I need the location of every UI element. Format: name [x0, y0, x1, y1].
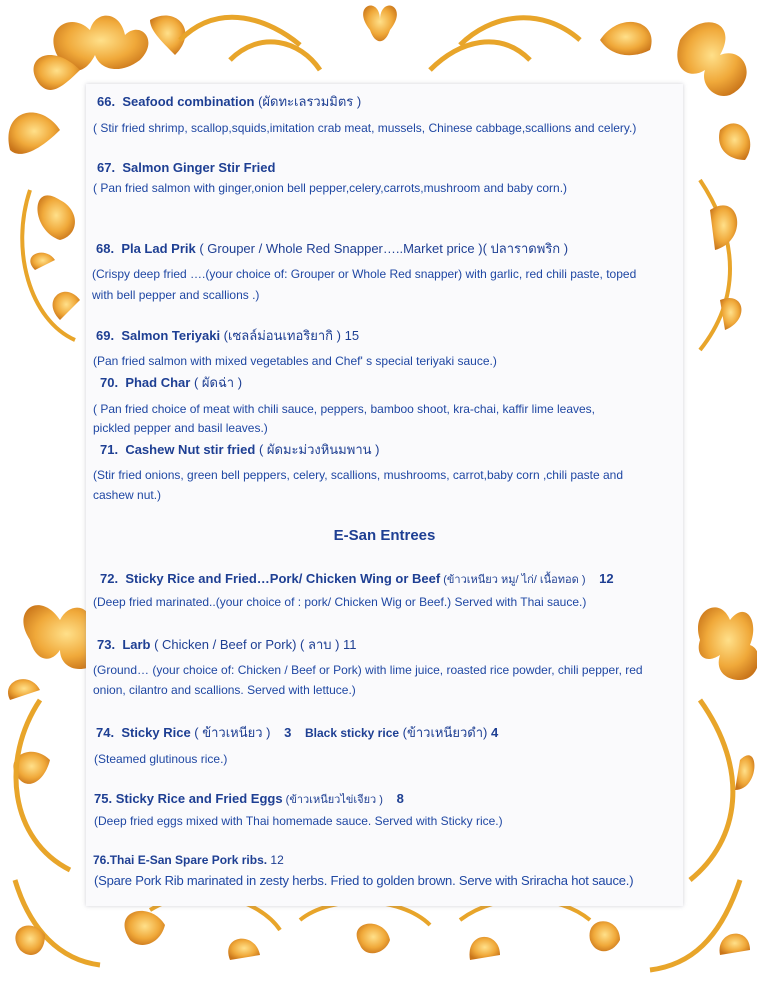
section-heading: E-San Entrees: [333, 527, 436, 544]
menu-item-76: [93, 852, 284, 868]
item-description: (Crispy deep fried ….(your choice of: Grouper or Whole Red snapper) with garlic, red chili paste, toped: [92, 267, 637, 281]
item-thai-name: ( ผัดมะม่วงหินมพาน ): [255, 442, 380, 457]
item-number: 76.: [93, 853, 110, 867]
item-price: 12: [599, 571, 614, 586]
item-description: (Stir fried onions, green bell peppers, celery, scallions, mushrooms, carrot,baby corn ,chili paste and: [93, 468, 624, 482]
item-number: 71.: [100, 442, 119, 457]
item-name: Seafood combination: [122, 94, 255, 109]
item-number: 70.: [100, 375, 119, 390]
item-description: cashew nut.): [93, 488, 162, 502]
scroll-ornament-icon: [15, 911, 750, 960]
item-description: onion, cilantro and scallions. Served with lettuce.): [93, 683, 356, 697]
item-description: (Deep fried marinated..(your choice of : pork/ Chicken Wig or Beef.) Served with Thai sauce.): [93, 595, 587, 609]
item-name: Pla Lad Prik: [121, 241, 196, 256]
item-description: (Steamed glutinous rice.): [94, 752, 228, 766]
menu-item-74: [96, 725, 498, 741]
item-name: Salmon Teriyaki: [121, 328, 221, 343]
menu-item-69: [96, 328, 359, 344]
item-description: ( Pan fried salmon with ginger,onion bell pepper,celery,carrots,mushroom and baby corn.): [93, 181, 568, 195]
menu-item-70: [100, 375, 242, 391]
item-description: (Ground… (your choice of: Chicken / Beef or Pork) with lime juice, roasted rice powder, chili pepper, red: [93, 663, 643, 677]
item-description: ( Pan fried choice of meat with chili sauce, peppers, bamboo shoot, kra-chai, kaffir lime leaves,: [93, 402, 596, 416]
item-extra: ( Chicken / Beef or Pork) ( ลาบ ) 11: [150, 637, 357, 652]
item-description: pickled pepper and basil leaves.): [93, 421, 268, 435]
item-number: 75.: [94, 791, 113, 806]
item-number: 69.: [96, 328, 115, 343]
item-second-price: 4: [491, 725, 499, 740]
menu-panel: [86, 84, 683, 906]
item-second-thai-name: (ข้าวเหนียวดำ): [399, 725, 488, 740]
item-price: 12: [267, 853, 284, 867]
item-description: (Deep fried eggs mixed with Thai homemade sauce. Served with Sticky rice.): [94, 814, 503, 828]
item-name: Cashew Nut stir fried: [125, 442, 256, 457]
item-name: Sticky Rice and Fried Eggs: [115, 791, 283, 806]
item-name: Sticky Rice: [121, 725, 191, 740]
menu-item-73: [97, 637, 357, 653]
menu-item-67: [97, 160, 275, 176]
menu-item-68: [96, 241, 568, 257]
item-price: 3: [284, 725, 292, 740]
fleur-de-lis-icon: [363, 6, 397, 42]
item-name: Phad Char: [125, 375, 191, 390]
item-thai-name: (ข้าวเหนียว หมู/ ไก่/ เนื้อทอด ): [440, 574, 586, 586]
item-extra: (เซลล์ม่อนเทอริยากิ ) 15: [220, 328, 360, 343]
item-number: 74.: [96, 725, 115, 740]
item-thai-name: (ข้าวเหนียวไข่เจียว ): [282, 794, 383, 806]
item-price: 8: [396, 791, 404, 806]
item-extra: ( Grouper / Whole Red Snapper…..Market price )( ปลาราดพริก ): [195, 241, 569, 256]
item-description: (Spare Pork Rib marinated in zesty herbs. Fried to golden brown. Serve with Sriracha hot sauce.): [94, 873, 634, 888]
item-description: with bell pepper and scallions .): [92, 288, 260, 302]
item-name: Larb: [122, 637, 151, 652]
item-name: Thai E-San Spare Pork ribs.: [109, 853, 268, 867]
item-thai-name: (ผัดทะเลรวมมิตร ): [254, 94, 362, 109]
item-number: 72.: [100, 571, 119, 586]
item-name: Sticky Rice and Fried…Pork/ Chicken Wing or Beef: [125, 571, 441, 586]
menu-item-66: [97, 94, 361, 110]
item-description: (Pan fried salmon with mixed vegetables and Chef' s special teriyaki sauce.): [93, 354, 497, 368]
menu-item-75: [94, 791, 404, 808]
item-description: ( Stir fried shrimp, scallop,squids,imitation crab meat, mussels, Chinese cabbage,scallions and celery.): [93, 121, 637, 135]
menu-item-71: [100, 442, 379, 458]
item-number: 68.: [96, 241, 115, 256]
item-number: 73.: [97, 637, 116, 652]
item-name: Salmon Ginger Stir Fried: [122, 160, 276, 175]
item-number: 67.: [97, 160, 116, 175]
item-number: 66.: [97, 94, 116, 109]
item-thai-name: ( ผัดฉ่า ): [190, 375, 243, 390]
item-thai-name: ( ข้าวเหนียว ): [190, 725, 271, 740]
item-second-name: Black sticky rice: [304, 726, 400, 740]
menu-item-72: [100, 571, 614, 588]
